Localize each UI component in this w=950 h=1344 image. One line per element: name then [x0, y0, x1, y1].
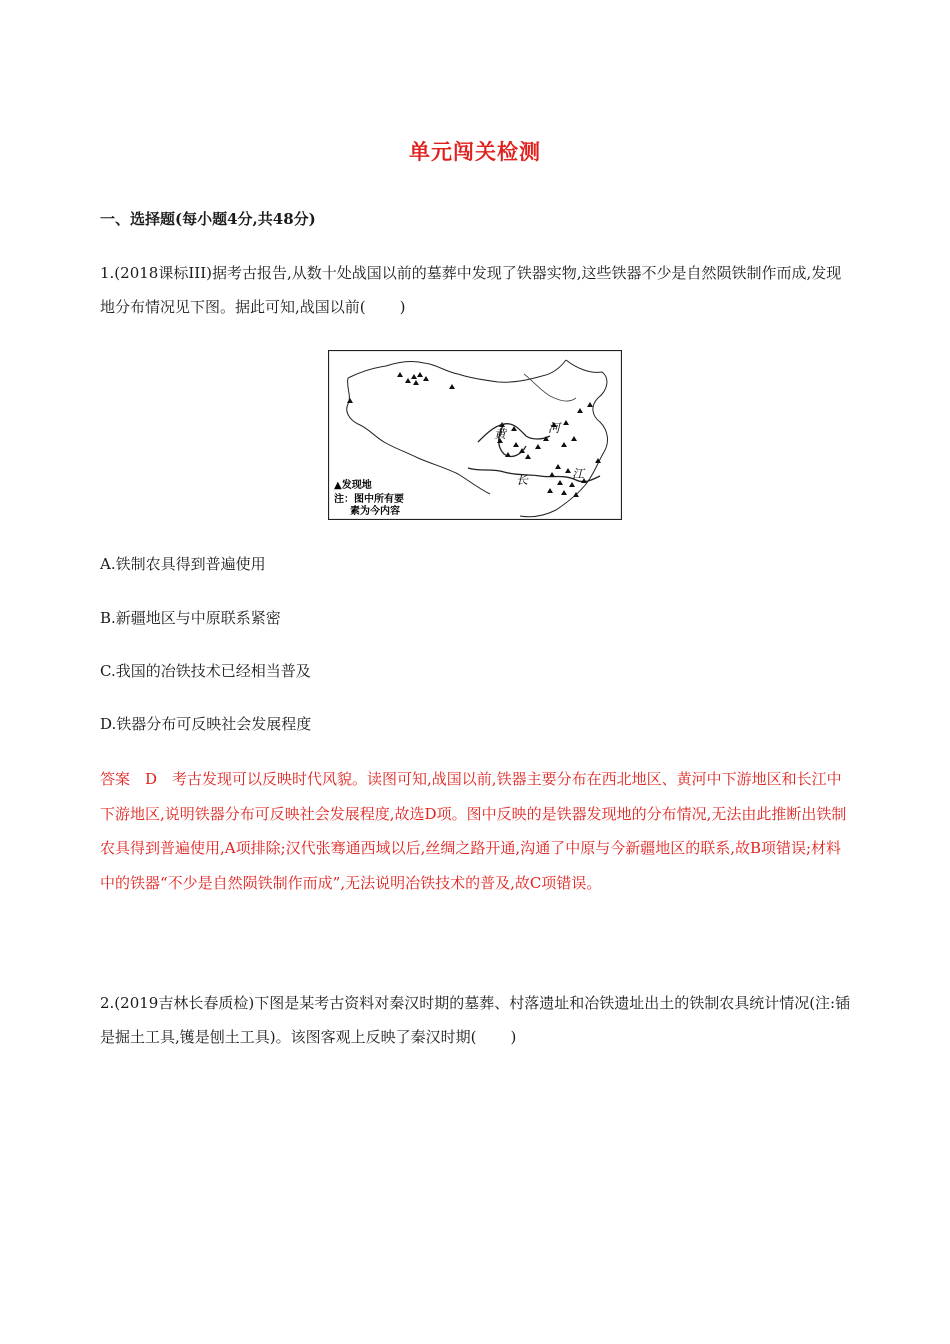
- question-2-close: ): [510, 1028, 517, 1046]
- question-1-close: ): [399, 298, 406, 316]
- answer-explanation: 答案 D 考古发现可以反映时代风貌。读图可知,战国以前,铁器主要分布在西北地区、黄河中下游地区和长江中下游地区,说明铁器分布可反映社会发展程度,故选D项。图中反映的是铁器发现地的分布情况,无法由此推断出铁制农具得到普遍使用,A项排除;汉代张骞通西域以后,丝绸之路开通,沟通了中原与今新疆地区的联系,故B项错误;材料中的铁器“不少是自然陨铁制作而成”,无法说明冶铁技术的普及,故C项错误。: [100, 770, 847, 892]
- page-title: 单元闯关检测: [409, 139, 541, 164]
- label-huang: 黄: [494, 427, 507, 441]
- option-d: D.铁器分布可反映社会发展程度: [100, 715, 312, 733]
- map-svg: [328, 350, 622, 520]
- question-1-stem: [100, 256, 852, 324]
- option-a: A.铁制农具得到普遍使用: [100, 555, 266, 573]
- label-chang: 长: [516, 473, 529, 487]
- map-note-line-2: 素为今内容: [350, 506, 400, 517]
- section-heading: 一、选择题(每小题4分,共48分): [100, 210, 316, 228]
- question-1-text: 1.(2018课标III)据考古报告,从数十处战国以前的墓葬中发现了铁器实物,这些铁器不少是自然陨铁制作而成,发现地分布情况见下图。据此可知,战国以前(: [100, 264, 842, 316]
- label-he: 河: [548, 421, 561, 435]
- map-note-line-1: 注：图中所有要: [334, 494, 404, 505]
- map-legend: ▲发现地: [334, 480, 372, 491]
- question-2-stem: [100, 986, 852, 1054]
- label-jiang: 江: [572, 467, 585, 481]
- option-b: B.新疆地区与中原联系紧密: [100, 609, 281, 627]
- question-2-text: 2.(2019吉林长春质检)下图是某考古资料对秦汉时期的墓葬、村落遗址和冶铁遗址出土的铁制农具统计情况(注:锸是掘土工具,镬是刨土工具)。该图客观上反映了秦汉时期(: [100, 994, 851, 1046]
- iron-discovery-map: [328, 350, 622, 520]
- option-c: C.我国的冶铁技术已经相当普及: [100, 662, 311, 680]
